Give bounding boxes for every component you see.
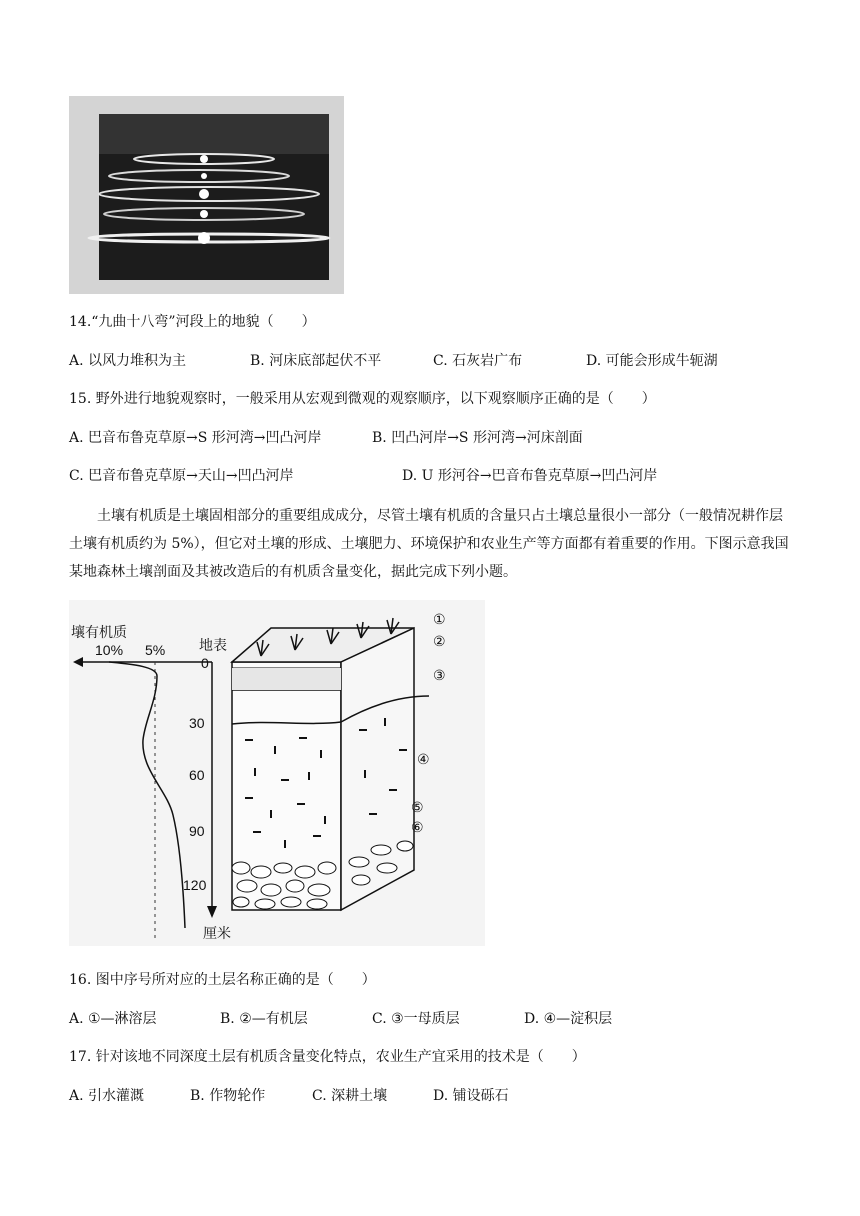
q16-option-c[interactable]: C. ③一母质层	[372, 1011, 460, 1027]
layer-label-1: ①	[433, 611, 446, 627]
q14-option-b[interactable]: B. 河床底部起伏不平	[250, 353, 382, 369]
soil-profile-svg	[69, 600, 485, 946]
q15-option-c[interactable]: C. 巴音布鲁克草原→天山→凹凸河岸	[69, 468, 294, 484]
depth-tick-30: 30	[189, 715, 205, 731]
q17-option-c[interactable]: C. 深耕土壤	[312, 1088, 388, 1104]
q15-option-d[interactable]: D. U 形河谷→巴音布鲁克草原→凹凸河岸	[402, 468, 658, 484]
soil-profile-figure	[69, 600, 485, 946]
q17-option-b[interactable]: B. 作物轮作	[190, 1088, 266, 1104]
meander-river-photo	[69, 96, 344, 294]
depth-tick-0: 0	[201, 655, 209, 671]
layer-label-6: ⑥	[411, 819, 424, 835]
surface-label: 地表	[199, 637, 227, 653]
q16-stem: 16. 图中序号所对应的土层名称正确的是（ ）	[69, 972, 376, 988]
q16-option-b[interactable]: B. ②—有机层	[220, 1011, 308, 1027]
q17-option-d[interactable]: D. 铺设砾石	[433, 1088, 509, 1104]
soil-block	[232, 618, 429, 910]
depth-tick-120: 120	[183, 877, 207, 893]
q15-stem: 15. 野外进行地貌观察时，一般采用从宏观到微观的观察顺序，以下观察顺序正确的是（ ）	[69, 391, 656, 407]
q16-option-a[interactable]: A. ①—淋溶层	[69, 1011, 157, 1027]
q16-option-d[interactable]: D. ④—淀积层	[524, 1011, 613, 1027]
organic-matter-curve	[109, 662, 185, 928]
layer-label-5: ⑤	[411, 799, 424, 815]
passage-text: 土壤有机质是土壤固相部分的重要组成成分，尽管土壤有机质的含量只占土壤总量很小一部分（一般情况耕作层土壤有机质约为 5%），但它对土壤的形成、土壤肥力、环境保护和农业生产等方面都有着重要的作用。下图示意我国某地森林土壤剖面及其被改造后的有机质含量变化，据此完成下列小题。	[69, 508, 789, 580]
depth-tick-90: 90	[189, 823, 205, 839]
depth-tick-60: 60	[189, 767, 205, 783]
q14-option-a[interactable]: A. 以风力堆积为主	[69, 353, 187, 369]
depth-unit-label: 厘米	[203, 925, 231, 941]
q14-option-c[interactable]: C. 石灰岩广布	[433, 353, 523, 369]
q17-stem: 17. 针对该地不同深度土层有机质含量变化特点，农业生产宜采用的技术是（ ）	[69, 1049, 586, 1065]
axis-arrow-left-icon	[73, 657, 83, 667]
q17-option-a[interactable]: A. 引水灌溉	[69, 1088, 145, 1104]
tick-5-percent: 5%	[145, 642, 166, 658]
q14-option-d[interactable]: D. 可能会形成牛轭湖	[586, 353, 718, 369]
meander-river-image	[69, 96, 344, 294]
axis-arrow-down-icon	[207, 906, 217, 918]
q15-option-a[interactable]: A. 巴音布鲁克草原→S 形河湾→凹凸河岸	[69, 430, 322, 446]
layer-label-2: ②	[433, 633, 446, 649]
layer-label-4: ④	[417, 751, 430, 767]
organic-matter-axis-title: 壤有机质	[71, 624, 127, 640]
q14-stem: 14.“九曲十八弯”河段上的地貌（ ）	[69, 314, 316, 330]
layer-label-3: ③	[433, 667, 446, 683]
q15-option-b[interactable]: B. 凹凸河岸→S 形河湾→河床剖面	[372, 430, 583, 446]
tick-10-percent: 10%	[95, 642, 124, 658]
